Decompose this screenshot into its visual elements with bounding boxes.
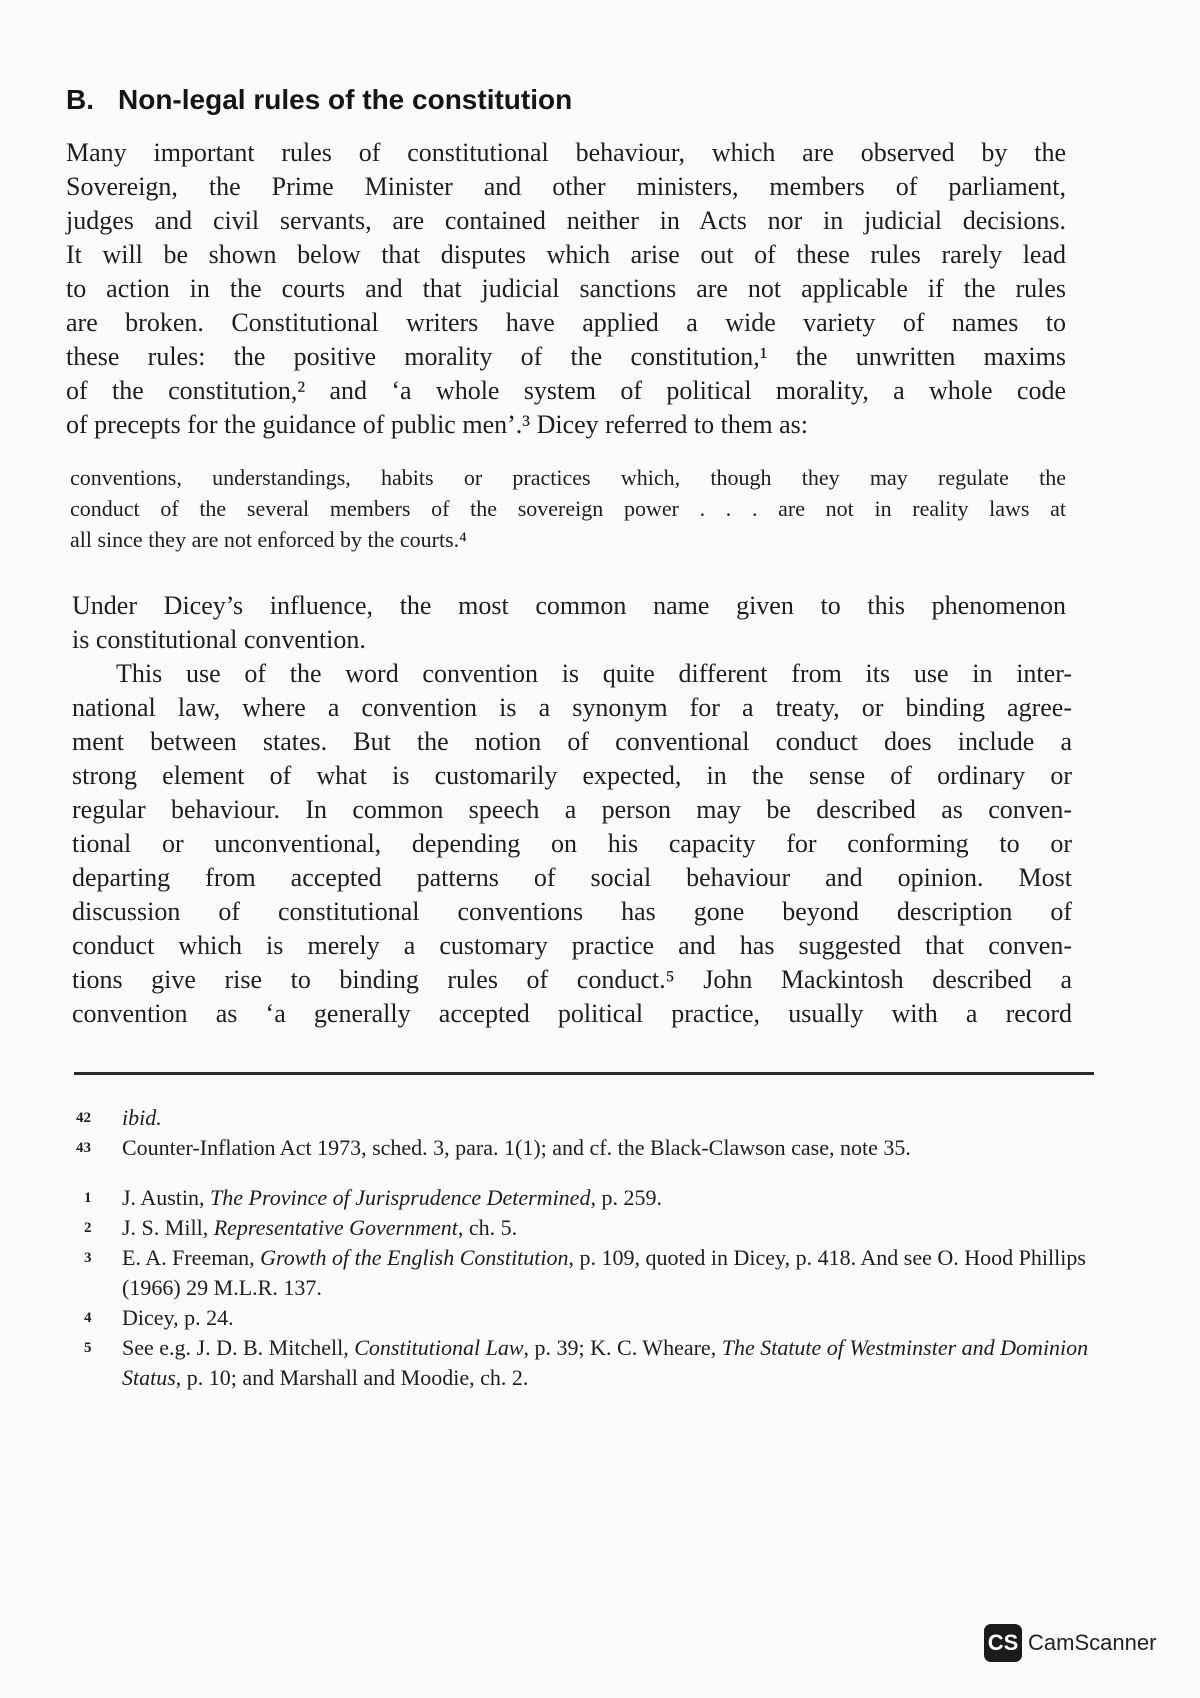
text-line: discussion of constitutional conventions has gone beyond description of (72, 897, 1072, 926)
section-letter: B. (66, 84, 94, 115)
footnote-text: , p. 39; K. C. Wheare, (523, 1335, 722, 1360)
text-line: these rules: the positive morality of the constitution,¹ the unwritten maxims (66, 342, 1066, 371)
text-line: regular behaviour. In common speech a person may be described as conven- (72, 795, 1072, 824)
footnote-text: , p. 10; and Marshall and Moodie, ch. 2. (175, 1365, 529, 1390)
footnote (70, 1213, 1110, 1243)
footnote (70, 1303, 1110, 1333)
footnote-number: 5 (84, 1340, 92, 1356)
camscanner-watermark (984, 1624, 1156, 1662)
paragraph-intro (66, 136, 1066, 442)
section-heading (66, 84, 572, 116)
footnotes (70, 1183, 1110, 1393)
footnote-title: Constitutional Law (354, 1335, 524, 1360)
footnote-text: See e.g. J. D. B. Mitchell, (122, 1335, 355, 1360)
camscanner-label: CamScanner (1028, 1630, 1157, 1655)
footnote-number: 43 (76, 1140, 91, 1156)
footnote-text: , p. 259. (590, 1185, 662, 1210)
footnote (70, 1183, 1110, 1213)
footnote (70, 1333, 1110, 1393)
text-line: strong element of what is customarily expected, in the sense of ordinary or (72, 761, 1072, 790)
footnote-text: J. Austin, (122, 1185, 211, 1210)
footnote-text: E. A. Freeman, (122, 1245, 261, 1270)
footnote (70, 1243, 1110, 1303)
section-title: Non-legal rules of the constitution (118, 84, 573, 115)
paragraph-dicey-influence (72, 589, 1066, 657)
text-line: to action in the courts and that judicial sanctions are not applicable if the rules (66, 274, 1066, 303)
footnote (70, 1103, 1110, 1133)
text-line: conduct which is merely a customary practice and has suggested that conven- (72, 931, 1072, 960)
text-line: of precepts for the guidance of public men’.³ Dicey referred to them as: (66, 410, 808, 439)
footnote-title: Representative Government (213, 1215, 458, 1240)
text-line: This use of the word convention is quite different from its use in inter- (116, 659, 1072, 688)
text-line: It will be shown below that disputes which arise out of these rules rarely lead (66, 240, 1066, 269)
footnote-number: 2 (84, 1220, 92, 1236)
quote-line: conventions, understandings, habits or practices which, though they may regulate the (70, 465, 1066, 490)
footnote-text: , ch. 5. (457, 1215, 518, 1240)
footnote-number: 4 (84, 1310, 92, 1326)
text-line: ment between states. But the notion of conventional conduct does include a (72, 727, 1072, 756)
footnote-number: 42 (76, 1110, 91, 1126)
footnote-text: J. S. Mill, (122, 1215, 214, 1240)
text-line: is constitutional convention. (72, 625, 366, 654)
text-line: national law, where a convention is a synonym for a treaty, or binding agree- (72, 693, 1072, 722)
text-line: judges and civil servants, are contained neither in Acts nor in judicial decisions. (66, 206, 1066, 235)
text-line: are broken. Constitutional writers have applied a wide variety of names to (66, 308, 1066, 337)
text-line: Many important rules of constitutional behaviour, which are observed by the (66, 138, 1066, 167)
text-line: convention as ‘a generally accepted political practice, usually with a record (72, 999, 1072, 1028)
camscanner-logo-icon: CS (984, 1624, 1022, 1662)
footnote-title: The Statute of Westminster and Dominion Status (122, 1335, 1089, 1390)
footnote-number: 1 (84, 1190, 92, 1206)
footnote (70, 1133, 1110, 1163)
footnote-text: Dicey, p. 24. (122, 1305, 234, 1330)
text-line: tions give rise to binding rules of conduct.⁵ John Mackintosh described a (72, 965, 1072, 994)
footnote-divider (74, 1072, 1094, 1075)
footnote-number: 3 (84, 1250, 92, 1266)
footnote-text: , p. 109, quoted in Dicey, p. 418. And see O. Hood Phillips (1966) 29 M.L.R. 137. (122, 1245, 1086, 1300)
quote-line: conduct of the several members of the sovereign power . . . are not in reality laws at (70, 496, 1066, 521)
footnote-title: The Province of Jurisprudence Determined (210, 1185, 591, 1210)
text-line: Under Dicey’s influence, the most common name given to this phenomenon (72, 591, 1066, 620)
footnotes-previous-page (70, 1103, 1110, 1163)
footnote-text: ibid. (122, 1105, 162, 1130)
text-line: departing from accepted patterns of social behaviour and opinion. Most (72, 863, 1072, 892)
dicey-quotation (70, 462, 1066, 555)
footnote-title: Growth of the English Constitution (260, 1245, 569, 1270)
paragraph-convention-use (72, 657, 1072, 1031)
footnote-text: Counter-Inflation Act 1973, sched. 3, para. 1(1); and cf. the Black-Clawson case, note 35. (122, 1135, 911, 1160)
text-line: of the constitution,² and ‘a whole system of political morality, a whole code (66, 376, 1066, 405)
text-line: Sovereign, the Prime Minister and other ministers, members of parliament, (66, 172, 1066, 201)
text-line: tional or unconventional, depending on his capacity for conforming to or (72, 829, 1072, 858)
quote-line: all since they are not enforced by the courts.⁴ (70, 527, 467, 552)
